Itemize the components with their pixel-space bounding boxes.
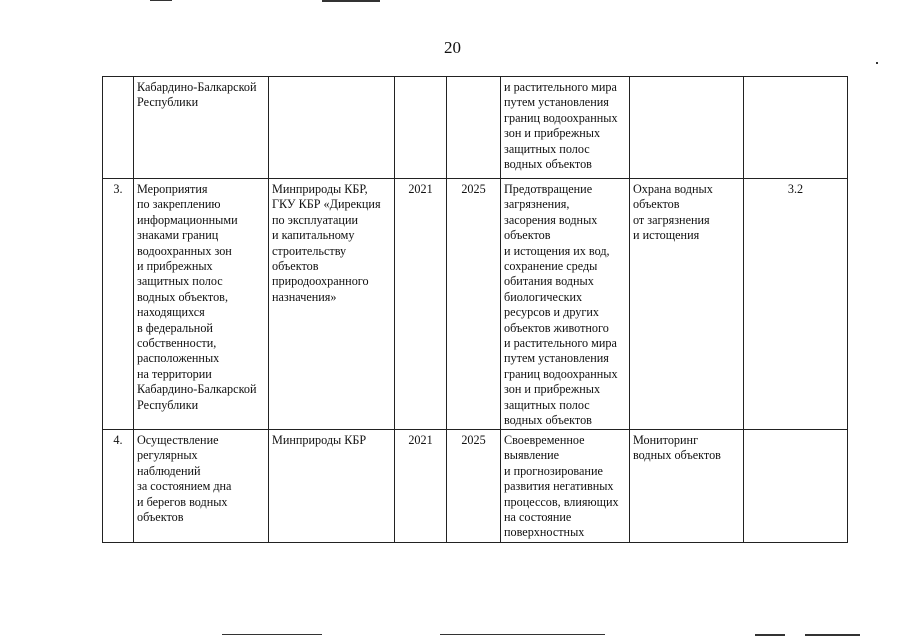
table-row: [103, 179, 848, 430]
row-number: [103, 77, 134, 179]
executor-cell: [269, 77, 395, 179]
start-year-cell: 2021: [395, 179, 447, 430]
end-year-cell: 2025: [447, 179, 501, 430]
event-cell: Осуществление регулярных наблюдений за состоянием дна и берегов водных объектов: [134, 430, 269, 543]
scan-mark-bottom-1: [222, 634, 322, 635]
event-cell: Мероприятия по закреплению информационными знаками границ водоохранных зон и прибрежных защитных полос водных объектов, находящихся в федеральной собственности, расположенных на территории Кабардино-Балкарской Республики: [134, 179, 269, 430]
end-year-cell: 2025: [447, 430, 501, 543]
scan-mark-bottom-4: [805, 634, 860, 636]
event-cell: Кабардино-Балкарской Республики: [134, 77, 269, 179]
direction-cell: [630, 77, 744, 179]
result-cell: Предотвращение загрязнения, засорения водных объектов и истощения их вод, сохранение среды обитания водных биологических ресурсов и других объектов животного и растительного мира путем установления границ водоохранных зон и прибрежных защитных полос водных объектов: [501, 179, 630, 430]
scan-mark-bottom-3: [755, 634, 785, 636]
reference-cell: [744, 77, 848, 179]
page-number: 20: [444, 38, 461, 57]
start-year-cell: [395, 77, 447, 179]
result-cell: и растительного мира путем установления границ водоохранных зон и прибрежных защитных полос водных объектов: [501, 77, 630, 179]
table-row: [103, 77, 848, 179]
scan-mark-top: [150, 0, 172, 1]
direction-cell: Охрана водных объектов от загрязнения и истощения: [630, 179, 744, 430]
start-year-cell: 2021: [395, 430, 447, 543]
reference-cell: [744, 430, 848, 543]
table-row: [103, 430, 848, 543]
scan-mark-top-bold: [322, 0, 380, 2]
scan-mark-corner: [876, 62, 878, 64]
row-number: 3.: [103, 179, 134, 430]
row-number: 4.: [103, 430, 134, 543]
executor-cell: Минприроды КБР: [269, 430, 395, 543]
scan-mark-bottom-2: [440, 634, 605, 635]
reference-cell: 3.2: [744, 179, 848, 430]
direction-cell: Мониторинг водных объектов: [630, 430, 744, 543]
program-table: [102, 76, 848, 543]
result-cell: Своевременное выявление и прогнозирование развития негативных процессов, влияющих на состояние поверхностных: [501, 430, 630, 543]
end-year-cell: [447, 77, 501, 179]
executor-cell: Минприроды КБР, ГКУ КБР «Дирекция по эксплуатации и капитальному строительству объектов природоохранного назначения»: [269, 179, 395, 430]
